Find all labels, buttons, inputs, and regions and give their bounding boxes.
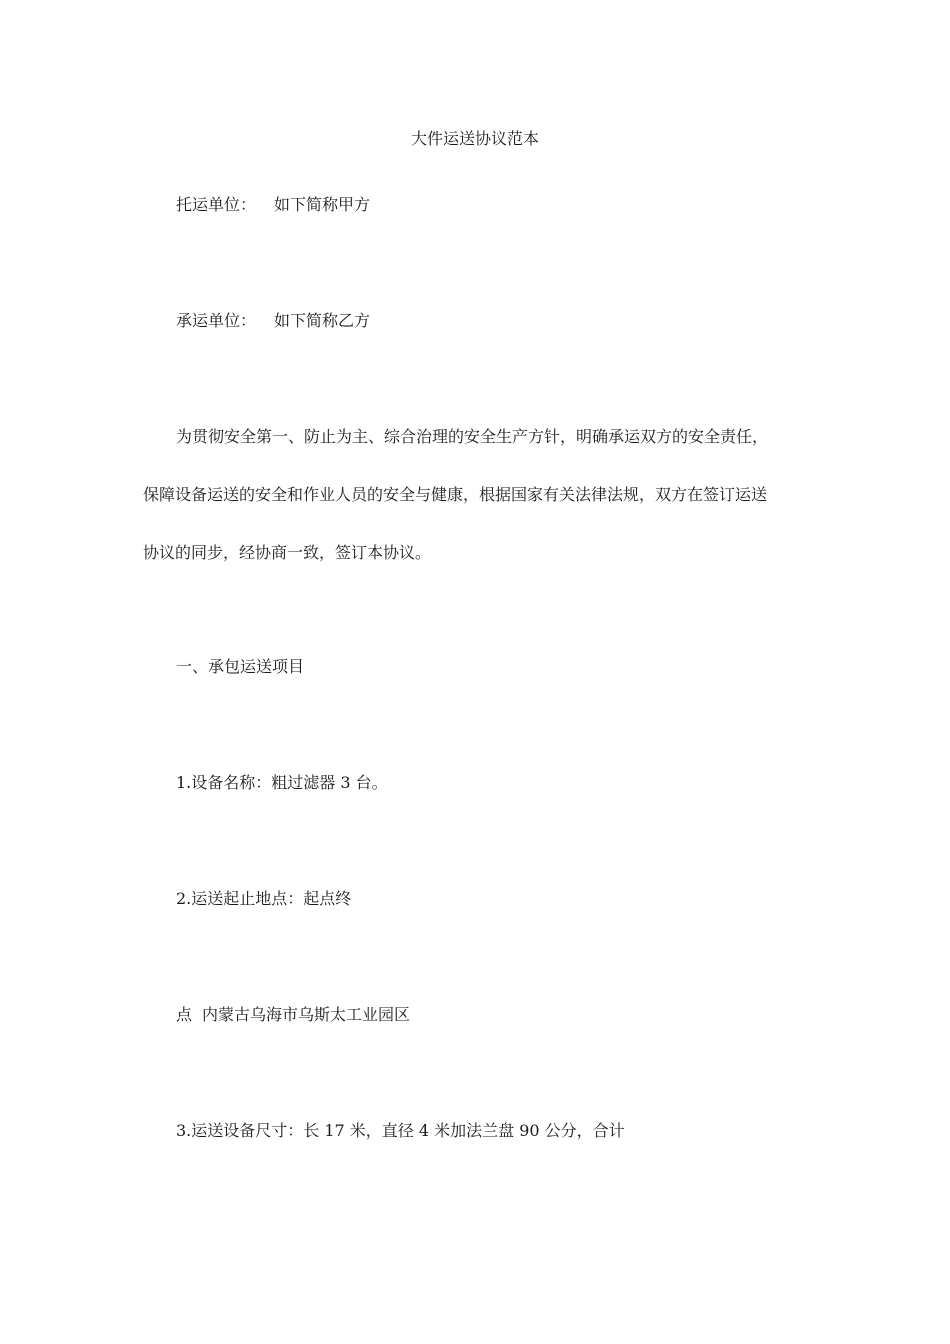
item-1-equipment-name: 1.设备名称：粗过滤器 3 台。: [176, 773, 388, 792]
preamble-line-2: 保障设备运送的安全和作业人员的安全与健康，根据国家有关法律法规，双方在签订运送: [143, 485, 768, 504]
item-2-route: 2.运送起止地点：起点终: [176, 889, 352, 908]
carrier-line: [176, 311, 370, 331]
carrier-label: 承运单位：: [176, 311, 257, 330]
consignor-value: 如下简称甲方: [274, 195, 371, 214]
section-1-heading: 一、承包运送项目: [176, 657, 305, 676]
consignor-label: 托运单位：: [176, 195, 257, 214]
preamble-line-3: 协议的同步，经协商一致，签订本协议。: [143, 543, 432, 562]
document-title: 大件运送协议范本: [410, 129, 539, 148]
route-endpoint-label: 点: [176, 1005, 193, 1024]
route-endpoint-value: 内蒙古乌海市乌斯太工业园区: [202, 1005, 411, 1024]
consignor-line: [176, 195, 370, 215]
item-2-route-continued: [176, 1005, 410, 1025]
preamble-line-1: 为贯彻安全第一、防止为主、综合治理的安全生产方针，明确承运双方的安全责任，: [176, 427, 769, 446]
item-3-dimensions: 3.运送设备尺寸：长 17 米，直径 4 米加法兰盘 90 公分，合计: [176, 1121, 625, 1140]
carrier-value: 如下简称乙方: [274, 311, 371, 330]
